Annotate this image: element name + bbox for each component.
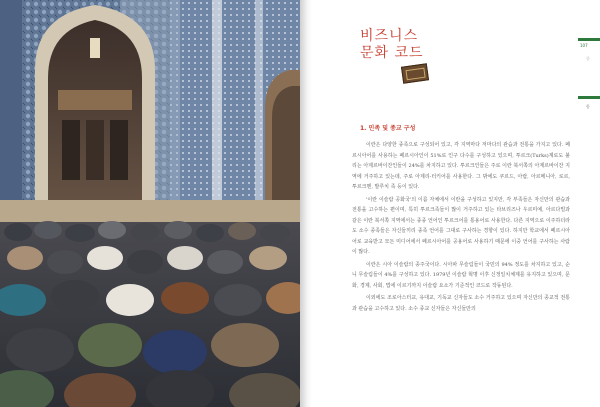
paragraph: 이외에도 조로아스터교, 유대교, 기독교 신자들도 소수 거주하고 있으며 자신만의 종교적 전통과 관습을 고수하고 있다. 소수 종교 신자들은 자신들만의: [352, 295, 570, 312]
body-text: [352, 140, 570, 316]
section-tab-bar-2: [578, 96, 600, 99]
page-title: [360, 28, 424, 62]
book-gutter: [300, 0, 312, 407]
title-line-1: 비즈니스: [360, 28, 419, 44]
page-number: 107: [580, 43, 588, 48]
title-line-2: 문화 코드: [360, 45, 424, 61]
section-heading: 1. 민족 및 종교 구성: [360, 125, 416, 132]
stamp-icon: [401, 63, 429, 83]
paragraph: 이란은 시아 이슬람의 종주국이다. 시아파 무슬림들이 국민의 94% 정도를 차지하고 있고, 순니 무슬림들이 4%를 구성하고 있다. 1979년 이슬람 혁명 이후 신정일치체제를 유지하고 있으며, 문화, 경제, 사회, 법에 이르기까지 이슬람 요소가 기준적인 코드로 작동된다.: [352, 261, 570, 289]
side-tab-label-1: 중: [586, 56, 590, 61]
side-tab-label-2: 동: [586, 104, 590, 109]
paragraph: '이란 이슬람 공화국'의 이름 자체에서 이란을 구성하고 있지만, 각 부족들은 자신만의 관습과 전통을 고수하는 편이며, 특히 투르크족들이 많이 거주하고 있는 타브리즈나 우르미예, 아르다빌과 같은 이란 북서쪽 지역에서는 종종 언어인 투르크어를 통용어로 사용한다. 다른 지역으로 이주하더라도 소수 종족들은 자신들끼리 종족 언어를 그대로 구사하는 경향이 있다. 하지만 학교에서 페르시아어로 교육받고 모든 미디어에서 페르시아어를 공용어로 사용하기 때문에 이중 언어를 구사하는 사람이 많다.: [352, 196, 570, 255]
text-page: [312, 0, 600, 407]
section-tab-bar: [578, 38, 600, 41]
paragraph: 이란은 다양한 종족으로 구성되어 있고, 각 지역마다 저마다의 관습과 전통을 가지고 있다. 페르시아어를 사용하는 페르시아인이 51%로 인구 다수를 구성하고 있으며, 투르크(Turks)계로도 불리는 아제르바이잔인들이 24%를 차지하고 있다. 투르크인들은 주로 이란 북서쪽의 아제르바이잔 지역에 거주하고 있는데, 주로 아제리-터키어를 사용한다. 그 밖에도 쿠르드, 아랍, 아르메니아, 로르, 투르크멘, 발루치 족 등이 있다.: [352, 142, 570, 190]
